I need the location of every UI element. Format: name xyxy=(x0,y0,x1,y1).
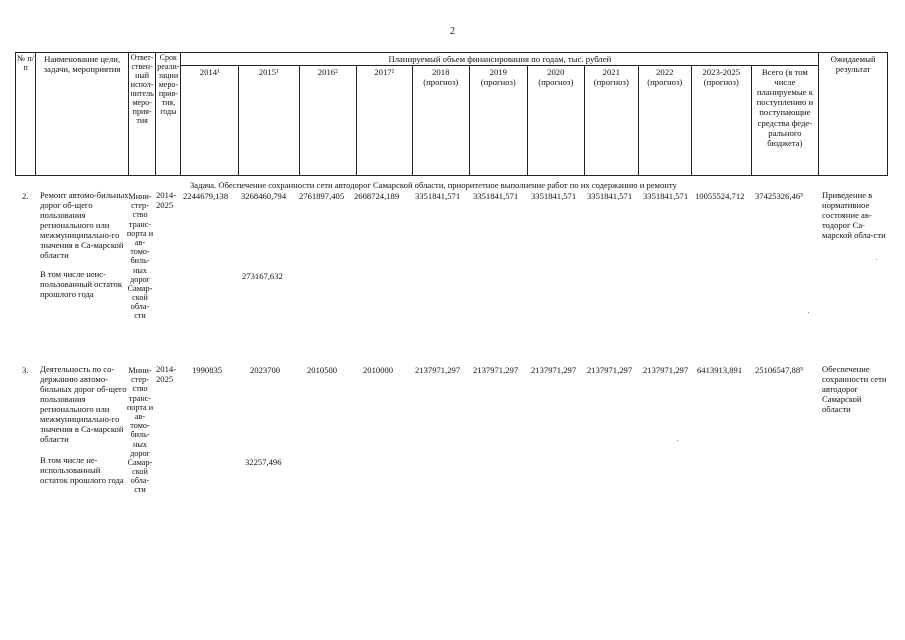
task-line: Задача. Обеспечение сохранности сети автодорог Самарской области, приоритетное выполнение работ по их содержанию и ремонту xyxy=(190,180,677,190)
row-term: 2014-2025 xyxy=(156,364,177,384)
sub-value-2015: 273167,632 xyxy=(242,271,283,281)
header-year: 2017² xyxy=(357,66,413,176)
value-2021: 2137971,297 xyxy=(587,365,633,375)
header-name: Наименование цели, задачи, мероприятия xyxy=(36,53,129,176)
value-2014: 2244679,138 xyxy=(183,191,229,201)
row-result: Приведение в нормативное состояние ав-тодорог Са-марской обла-сти xyxy=(822,190,886,240)
value-2020: 2137971,297 xyxy=(531,365,577,375)
header-year: 2016² xyxy=(299,66,357,176)
value-total: 25106547,88⁵ xyxy=(755,365,804,375)
value-2022: 2137971,297 xyxy=(643,365,689,375)
header-year: 2020 (прогноз) xyxy=(527,66,585,176)
value-2018: 2137971,297 xyxy=(415,365,461,375)
header-year: 2015¹ xyxy=(238,66,299,176)
row-name: Ремонт автомо-бильных дорог об-щего пользования регионального или межмуниципально-го значения в Са-марской области xyxy=(40,190,129,260)
row-result: Обеспечение сохранности сети автодорог Самарской области xyxy=(822,364,887,414)
value-2018: 3351841,571 xyxy=(415,191,461,201)
header-year: 2023-2025 (прогноз) xyxy=(692,66,752,176)
value-2019: 3351841,571 xyxy=(473,191,519,201)
row-number: 3. xyxy=(22,365,29,375)
row-responsible: Мини-стер-ство транс-порта и ав-томо-биль-ных дорог Самар-ской обла-сти xyxy=(126,192,154,321)
row-responsible: Мини-стер-ство транс-порта и ав-томо-биль-ных дорог Самар-ской обла-сти xyxy=(126,366,154,495)
value-2014: 1990835 xyxy=(192,365,223,375)
row-number: 2. xyxy=(22,191,29,201)
scan-speck xyxy=(808,312,809,313)
header-term: Срок реали-зации меро-прия-тия, годы xyxy=(156,53,181,176)
value-2017: 2608724,189 xyxy=(354,191,400,201)
value-2015: 3268460,794 xyxy=(241,191,287,201)
value-2022: 3351841,571 xyxy=(643,191,689,201)
value-2023-2025: 6413913,891 xyxy=(697,365,743,375)
value-2015: 2023700 xyxy=(250,365,281,375)
value-2017: 2010000 xyxy=(363,365,394,375)
header-table xyxy=(15,52,888,176)
header-responsible: Ответ-ствен-ный испол-нитель меро-прия-тия xyxy=(129,53,156,176)
row-term: 2014-2025 xyxy=(156,190,177,210)
value-2016: 2761897,405 xyxy=(299,191,345,201)
header-year: 2018 (прогноз) xyxy=(412,66,470,176)
row-sub-name: В том числе не-использованный остаток прошлого года xyxy=(40,455,124,485)
header-year: 2022 (прогноз) xyxy=(638,66,691,176)
header-year: 2014¹ xyxy=(181,66,239,176)
page-number: 2 xyxy=(450,26,455,37)
header-total: Всего (в том числе планируемые к поступлению и поступающие средства феде-рального бюджета) xyxy=(751,66,819,176)
header-no: № п/п xyxy=(16,53,36,176)
value-2020: 3351841,571 xyxy=(531,191,577,201)
value-2019: 2137971,297 xyxy=(473,365,519,375)
scan-speck xyxy=(677,440,678,441)
value-2016: 2010500 xyxy=(307,365,338,375)
header-year: 2019 (прогноз) xyxy=(470,66,528,176)
sub-value-2015: 32257,496 xyxy=(245,457,282,467)
header-plan: Планируемый объем финансирования по годам, тыс. рублей xyxy=(181,53,819,66)
value-total: 37425326,46⁵ xyxy=(755,191,804,201)
value-2021: 3351841,571 xyxy=(587,191,633,201)
scan-speck xyxy=(876,259,877,260)
header-year: 2021 (прогноз) xyxy=(585,66,638,176)
header-result: Ожидаемый результат xyxy=(819,53,888,176)
row-sub-name: В том числе неис-пользованный остаток прошлого года xyxy=(40,269,123,299)
row-name: Деятельность по со-держанию автомо-бильных дорог об-щего пользования регионального или межмуниципально-го значения в Са-марской области xyxy=(40,364,127,444)
value-2023-2025: 10055524,712 xyxy=(695,191,745,201)
